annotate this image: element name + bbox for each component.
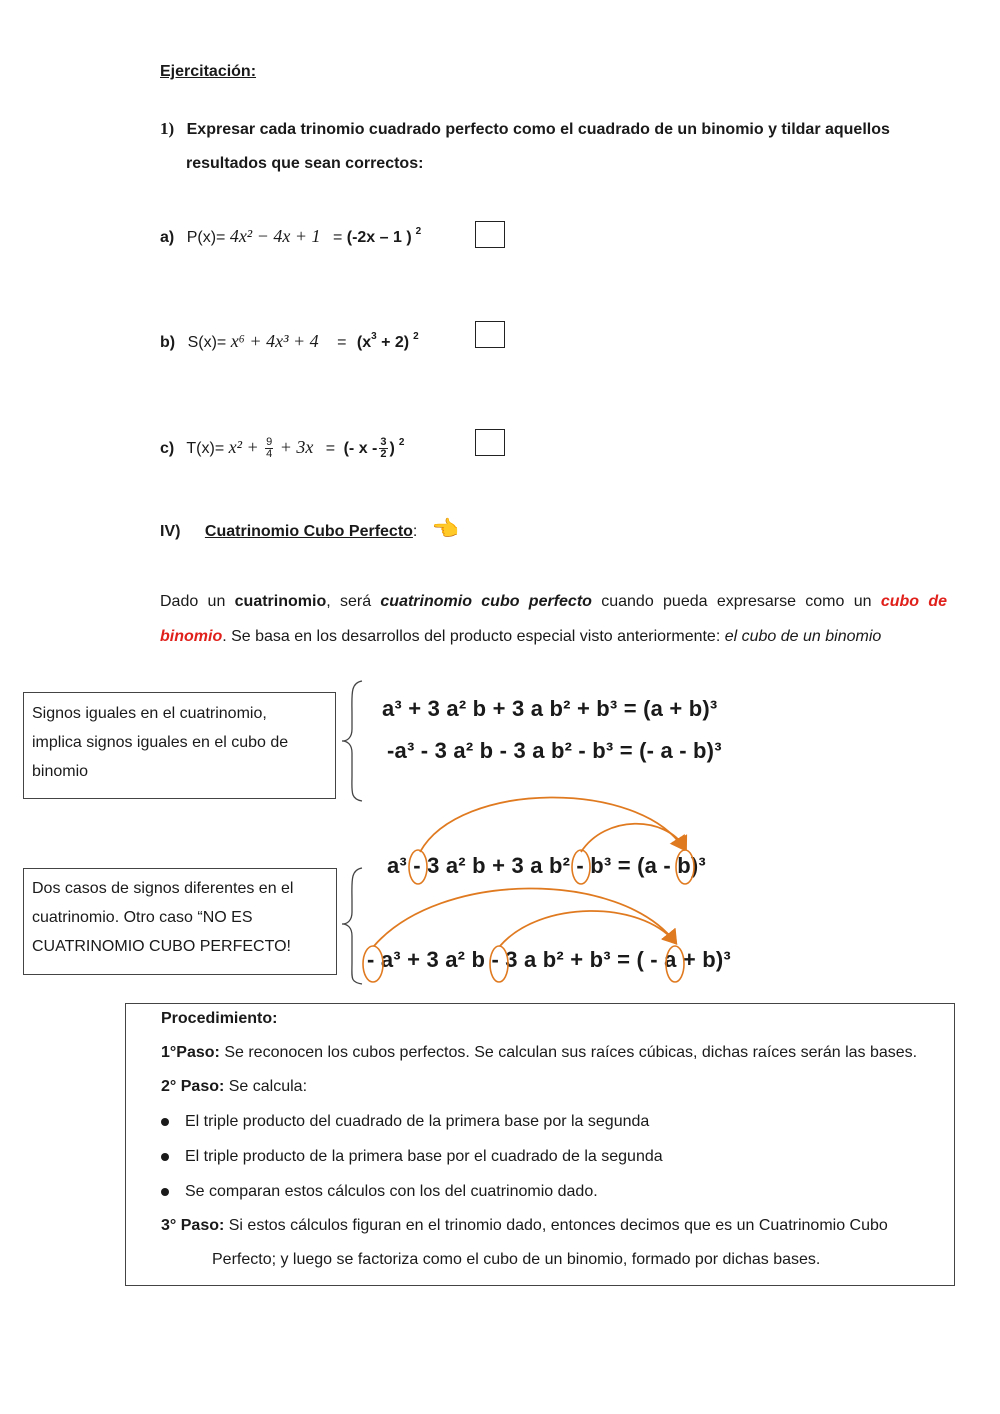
item-c-label: c) [160, 440, 175, 457]
bullet-icon [161, 1188, 169, 1196]
exercise-line-2: resultados que sean correctos: [186, 155, 424, 172]
item-b [160, 331, 419, 352]
item-c-expr-a: x² + [228, 437, 259, 457]
procedure-bullet: El triple producto del cuadrado de la primera base por la segunda [161, 1113, 649, 1131]
sign-circle [409, 850, 427, 884]
item-c-prefix: T(x)= [186, 440, 225, 457]
procedure-box [125, 1003, 955, 1286]
item-a-label: a) [160, 229, 175, 246]
item-a [160, 226, 421, 247]
section-iv-heading: IV) Cuatrinomio Cubo Perfecto: 👈 [160, 516, 460, 541]
section-iv-title: Cuatrinomio Cubo Perfecto [204, 523, 413, 540]
formula-difference-cube: a³ - 3 a² b + 3 a b² - b³ = (a - b)³ [387, 853, 706, 878]
arrow [581, 824, 685, 852]
item-c-expr-b: + 3x [279, 437, 314, 457]
item-c-fraction: $\frac{9}{4}$ [266, 436, 273, 461]
procedure-bullet: El triple producto de la primera base por el cuadrado de la segunda [161, 1148, 663, 1166]
checkbox-b[interactable] [475, 321, 505, 348]
exercise-line-1: Expresar cada trinomio cuadrado perfecto como el cuadrado de un binomio y tildar aquellos [186, 121, 890, 138]
item-c-answer: (- x - $\frac{3}{2}$ ) $^2$ [343, 436, 405, 461]
procedure-bullet: Se comparan estos cálculos con los del cuatrinomio dado. [161, 1183, 598, 1201]
item-b-prefix: S(x)= [187, 334, 227, 351]
item-b-answer: $(x^3 + 2)$ $^2$ [356, 331, 419, 351]
item-a-answer: (-2x – 1 ) $^2$ [346, 226, 422, 246]
intro-paragraph: Dado un cuatrinomio, será cuatrinomio cubo perfecto cuando pueda expresarse como un cubo de binomio. Se basa en los desarrollos del producto especial visto anteriormente: el cubo de un binomio [160, 593, 948, 645]
item-b-eq: = [337, 334, 347, 351]
sign-circle [666, 946, 684, 982]
brace-1 [338, 675, 368, 805]
item-c-eq: = [325, 440, 336, 457]
sign-circle [363, 946, 383, 982]
procedure-step-1: 1°Paso: Se reconocen los cubos perfectos. Se calculan sus raíces cúbicas, dichas raíces serán las bases. [161, 1044, 918, 1061]
arrow [374, 888, 675, 946]
formula-negative-cube: -a³ - 3 a² b - 3 a b² - b³ = (- a - b)³ [387, 738, 722, 763]
formula-mixed-cube: - a³ + 3 a² b - 3 a b² + b³ = ( - a + b)³ [367, 947, 731, 972]
sign-circle [572, 850, 590, 884]
item-b-label: b) [160, 334, 176, 351]
bullet-icon [161, 1153, 169, 1161]
section-title: Ejercitación: [160, 63, 257, 80]
formula-sum-cube: a³ + 3 a² b + 3 a b² + b³ = (a + b)³ [382, 696, 718, 721]
procedure-title: Procedimiento: [161, 1010, 278, 1027]
item-a-eq: = [332, 229, 343, 246]
item-a-expr: 4x² − 4x + 1 [229, 226, 321, 246]
same-signs-note: Signos iguales en el cuatrinomio, implica signos iguales en el cubo de binomio [23, 692, 336, 799]
bullet-icon [161, 1118, 169, 1126]
item-a-prefix: P(x)= [186, 229, 226, 246]
exercise-number: 1) [160, 119, 175, 138]
item-b-expr: x⁶ + 4x³ + 4 [230, 331, 319, 351]
procedure-step-2: 2° Paso: Se calcula: [161, 1078, 308, 1095]
section-iv-number: IV) [160, 523, 181, 540]
pointing-hand-icon: 👈 [431, 516, 460, 541]
checkbox-c[interactable] [475, 429, 505, 456]
exercise-instructions [160, 119, 890, 139]
checkbox-a[interactable] [475, 221, 505, 248]
procedure-step-3: 3° Paso: Si estos cálculos figuran en el trinomio dado, entonces decimos que es un Cuatrinomio Cubo [161, 1217, 888, 1234]
sign-circle [676, 850, 694, 884]
arrow [500, 911, 675, 946]
sign-arrows-diagram [350, 790, 790, 990]
item-c [160, 437, 404, 460]
procedure-step-3-continued: Perfecto; y luego se factoriza como el cubo de un binomio, formado por dichas bases. [212, 1251, 821, 1268]
different-signs-note: Dos casos de signos diferentes en el cuatrinomio. Otro caso “NO ES CUATRINOMIO CUBO PERFECTO! [23, 868, 337, 975]
sign-circle [490, 946, 508, 982]
